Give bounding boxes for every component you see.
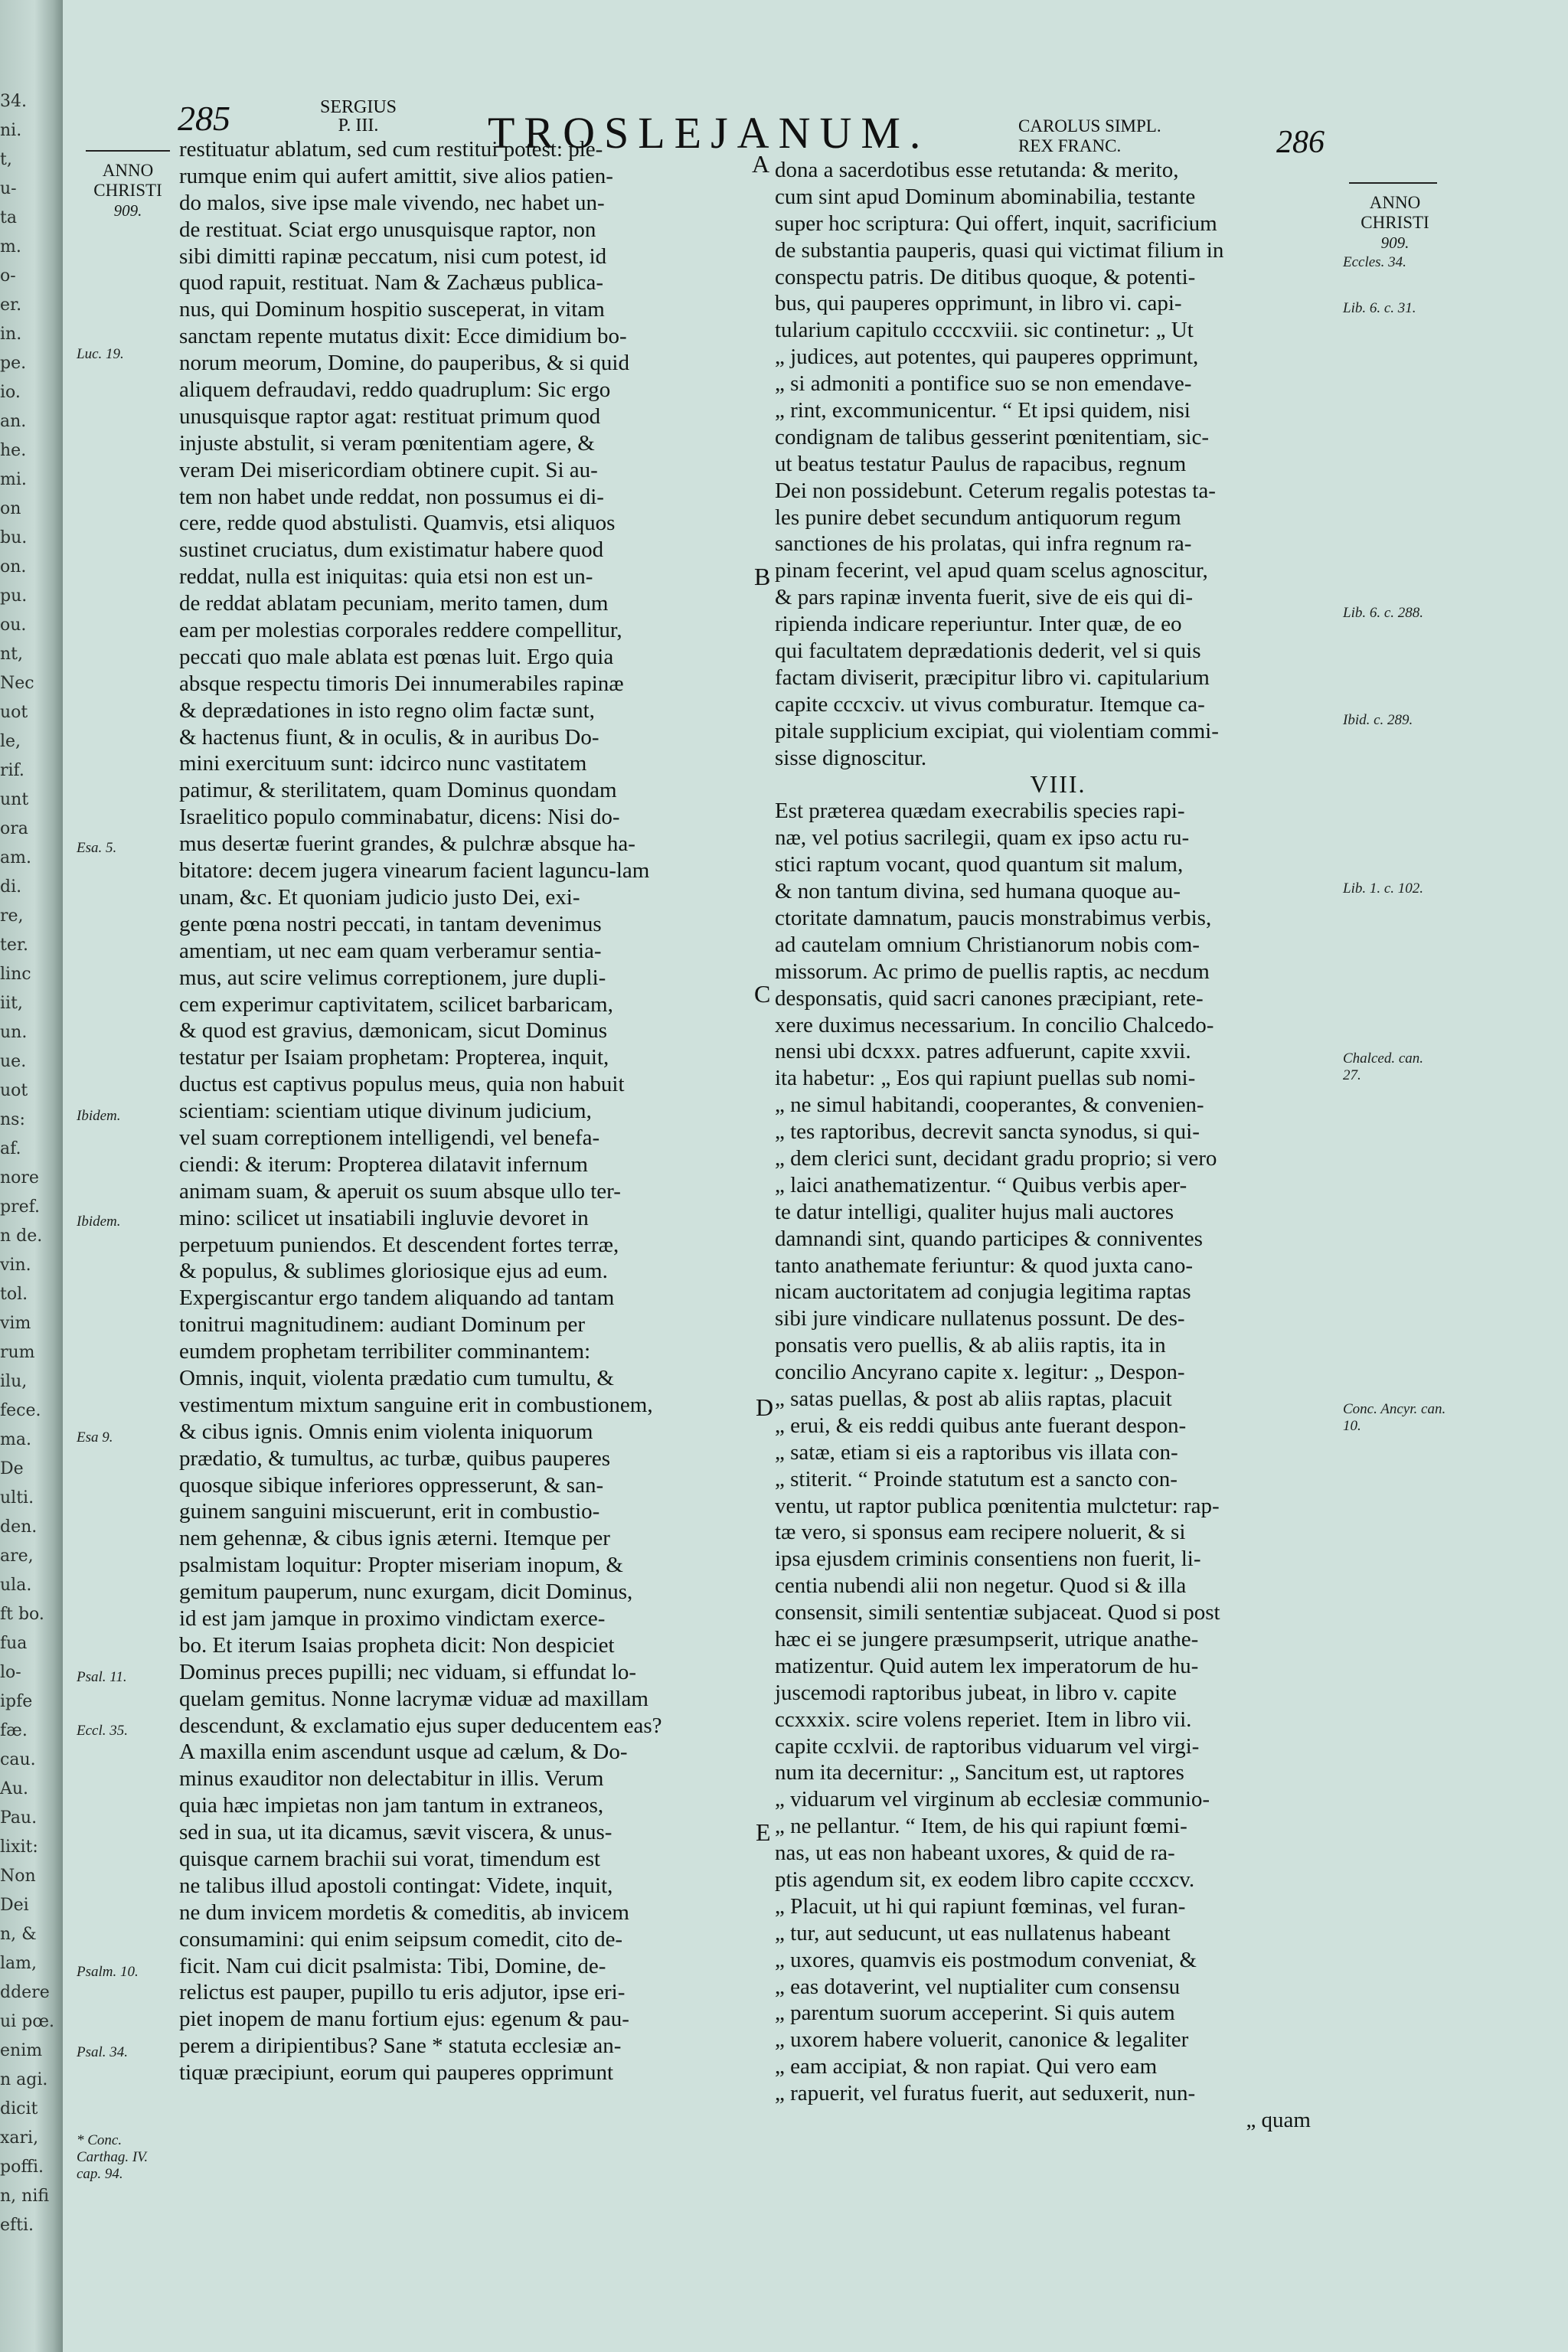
right-running-head-line2: REX FRANC. [1018, 136, 1122, 155]
right-margin-note: Ibid. c. 289. [1343, 712, 1413, 728]
right-header-rule [1349, 182, 1437, 184]
text-line: id est jam jamque in proximo vindictam exerce- [179, 1606, 606, 1631]
text-line: quelam gemitus. Nonne lacrymæ viduæ ad maxillam [179, 1686, 648, 1711]
anno-year: 909. [113, 201, 142, 220]
text-line: unusquisque raptor agat: restituat primum quod [179, 403, 601, 429]
text-line: cem experimur captivitatem, scilicet barbaricam, [179, 991, 613, 1017]
text-line: missorum. Ac primo de puellis raptis, ac necdum [775, 959, 1210, 984]
text-line: injuste abstulit, si veram pœnitentiam agere, & [179, 430, 595, 456]
text-line: ponsatis vero puellis, & ab aliis raptis, ita in [775, 1333, 1166, 1358]
text-line: & non tantum divina, sed humana quoque au- [775, 879, 1181, 904]
book-page [63, 0, 1568, 2352]
text-line: peccati quo male ablata est pœnas luit. Ergo quia [179, 644, 614, 669]
facing-page-fragment: on. [0, 557, 27, 577]
section-letter-b: B [754, 563, 771, 590]
left-margin-note: Psalm. 10. [77, 1964, 139, 1980]
text-line: gente pœna nostri peccati, in tantam devenimus [179, 911, 602, 936]
text-line: „ Placuit, ut hi qui rapiunt fœminas, vel furan- [775, 1893, 1186, 1919]
right-text-column [775, 157, 1341, 2134]
text-line: næ, vel potius sacrilegii, quam ex ipso actu ru- [775, 825, 1190, 851]
text-line: „ viduarum vel virginum ab ecclesiæ communio- [775, 1787, 1210, 1812]
facing-page-fragment: he. [0, 441, 27, 460]
text-line: centia nubendi alii non negetur. Quod si & illa [775, 1573, 1187, 1599]
left-running-head-line1: SERGIUS [320, 97, 397, 117]
text-line: nas, ut eas non habeant uxores, & quid de ra- [775, 1841, 1175, 1866]
facing-page-fragment: Pau. [0, 1808, 38, 1828]
text-line: „ rint, excommunicentur. “ Et ipsi quidem, nisi [775, 398, 1191, 423]
left-header-rule [86, 150, 170, 152]
text-line: & cibus ignis. Omnis enim violenta iniquorum [179, 1419, 593, 1444]
section-letter-c: C [754, 980, 771, 1008]
facing-page-fragment: n agi. [0, 2070, 48, 2089]
text-line: de restituat. Sciat ergo unusquisque raptor, non [179, 217, 596, 242]
facing-page-fragment: Nec [0, 674, 34, 693]
text-line: „ rapuerit, vel furatus fuerit, aut seduxerit, nun- [775, 2081, 1196, 2106]
text-line: piet inopem de manu fortium ejus: egenum & pau- [179, 2007, 629, 2032]
facing-page-fragment: ora [0, 819, 28, 838]
facing-page-fragment: dicit [0, 2099, 38, 2118]
text-line: „ parentum suorum acceperint. Si quis autem [775, 2001, 1175, 2026]
facing-page-fragment: af. [0, 1139, 21, 1158]
facing-page-fragment: n, & [0, 1925, 37, 1944]
facing-page-fragment: nt, [0, 645, 24, 664]
text-line: A maxilla enim ascendunt usque ad cælum, & Do- [179, 1740, 628, 1765]
facing-page-fragment: poffi. [0, 2158, 44, 2177]
text-line: nem gehennæ, & cibus ignis æterni. Itemque per [179, 1526, 610, 1551]
text-line: ccxxxix. scire volens reperiet. Item in libro vii. [775, 1707, 1192, 1732]
facing-page-fragment: efti. [0, 2216, 34, 2235]
text-line: sisse dignoscitur. [775, 745, 927, 770]
text-line: Expergiscantur ergo tandem aliquando ad tantam [179, 1285, 615, 1311]
text-line: bus, qui pauperes opprimunt, in libro vi. capi- [775, 291, 1182, 316]
text-line: Est præterea quædam execrabilis species rapi- [775, 799, 1185, 824]
text-line: psalmistam loquitur: Propter miseriam inopum, & [179, 1553, 623, 1578]
facing-page-fragment: De [0, 1459, 24, 1478]
facing-page-fragment: ui pœ. [0, 2012, 55, 2031]
left-running-head-line2: P. III. [338, 116, 379, 136]
section-letter-a: A [752, 150, 770, 178]
facing-page-fragment: 34. [0, 92, 27, 111]
section-letter-e: E [756, 1818, 771, 1846]
text-line: les punire debet secundum antiquorum regum [775, 505, 1181, 530]
text-line: vel suam correptionem intelligendi, vel benefa- [179, 1125, 600, 1150]
facing-page-fragment: vin. [0, 1256, 31, 1275]
facing-page-fragment: vim [0, 1314, 31, 1333]
text-line: rumque enim qui aufert amittit, sive alios patien- [179, 163, 613, 188]
right-margin-note: Lib. 6. c. 31. [1343, 300, 1416, 316]
text-line: tem non habet unde reddat, non possumus ei di- [179, 484, 604, 509]
text-line: bo. Et iterum Isaias propheta dicit: Non despiciet [179, 1632, 615, 1658]
christi-label: CHRISTI [93, 181, 162, 200]
facing-page-fragment: rif. [0, 761, 24, 780]
text-line: qui facultatem deprædationis dederit, vel si quis [775, 639, 1201, 664]
text-line: desponsatis, quid sacri canones præcipiant, rete- [775, 985, 1204, 1011]
text-line: sanctam repente mutatus dixit: Ecce dimidium bo- [179, 324, 627, 349]
text-line: tonitrui magnitudinem: audiant Dominum per [179, 1312, 585, 1338]
facing-page-fragment: cau. [0, 1750, 36, 1769]
facing-page-fragment: fece. [0, 1401, 41, 1420]
text-line: sibi dimitti rapinæ peccatum, nisi cum potest, id [179, 243, 607, 269]
facing-page-fragment: unt [0, 790, 29, 809]
text-line: nus, qui Dominum hospitio susceperat, in vitam [179, 297, 605, 322]
christi-label: CHRISTI [1361, 213, 1429, 232]
facing-page-fragment: ft bo. [0, 1605, 44, 1624]
right-margin-note: Eccles. 34. [1343, 254, 1406, 270]
facing-page-fragment: Au. [0, 1779, 29, 1798]
text-line: „ uxores, quamvis eis postmodum conveniat, & [775, 1947, 1197, 1972]
text-line: tæ vero, si sponsus eam recipere noluerit, & si [775, 1520, 1186, 1545]
text-line: xere duximus necessarium. In concilio Chalcedo- [775, 1012, 1214, 1037]
text-line: & hactenus fiunt, & in oculis, & in auribus Do- [179, 724, 599, 750]
text-line: de substantia pauperis, quasi qui victimat filium in [775, 237, 1224, 263]
text-line: „ quam [1246, 2108, 1311, 2133]
page-title: TROSLEJANUM. [488, 108, 930, 158]
right-margin-note: Conc. Ancyr. can. 10. [1343, 1401, 1446, 1434]
text-line: „ laici anathematizentur. “ Quibus verbis aper- [775, 1172, 1187, 1197]
facing-page-fragment: an. [0, 412, 27, 431]
facing-page-fragment: uot [0, 703, 28, 722]
text-line: „ eas dotaverint, vel nuptialiter cum consensu [775, 1974, 1181, 1999]
facing-page-fragment: Non [0, 1867, 36, 1886]
text-line: tularium capitulo ccccxviii. sic continetur: „ Ut [775, 318, 1194, 343]
section-letter-d: D [756, 1393, 774, 1421]
text-line: ptis agendum sit, ex eodem libro capite cccxcv. [775, 1867, 1195, 1892]
text-line: relictus est pauper, pupillo tu eris adjutor, ipse eri- [179, 1980, 626, 2005]
text-line: prædatio, & tumultus, ac turbæ, quibus pauperes [179, 1446, 611, 1471]
left-margin-note: Esa. 5. [77, 840, 117, 856]
left-margin-note: Psal. 34. [77, 2044, 129, 2060]
left-margin-note: Esa 9. [77, 1429, 113, 1446]
text-line: absque respectu timoris Dei innumerabiles rapinæ [179, 671, 624, 696]
text-line: capite ccxlvii. de raptoribus viduarum vel virgi- [775, 1733, 1200, 1759]
text-line: animam suam, & aperuit os suum absque ullo ter- [179, 1178, 621, 1204]
facing-page-fragment: linc [0, 965, 31, 984]
text-line: super hoc scriptura: Qui offert, inquit, sacrificium [775, 211, 1217, 236]
text-line: ciendi: & iterum: Propterea dilatavit infernum [179, 1152, 588, 1177]
left-margin-note: Ibidem. [77, 1214, 121, 1230]
facing-page-fragment: ilu, [0, 1372, 28, 1391]
facing-page-fragment: ter. [0, 936, 28, 955]
text-line: mus desertæ fuerint grandes, & pulchræ absque ha- [179, 831, 635, 857]
facing-page-fragment: ipfe [0, 1692, 33, 1711]
facing-page-fragment: pref. [0, 1197, 40, 1217]
text-line: sanctiones de his prolatas, qui infra regnum ra- [775, 531, 1192, 557]
text-line: conspectu patris. De ditibus quoque, & potenti- [775, 264, 1196, 289]
facing-page-fragment: ula. [0, 1576, 32, 1595]
text-line: reddat, nulla est iniquitas: quia etsi non est un- [179, 564, 593, 590]
facing-page-fragment: den. [0, 1517, 38, 1537]
text-line: dona a sacerdotibus esse retutanda: & merito, [775, 158, 1179, 182]
facing-page-fragment: ma. [0, 1430, 31, 1449]
text-line: quia hæc impietas non jam tantum in extraneos, [179, 1793, 604, 1818]
left-margin-note: Ibidem. [77, 1108, 121, 1124]
text-line: tanto anathemate feriuntur: & quod juxta cano- [775, 1253, 1193, 1278]
text-line: stici raptum vocant, quod quantum sit malum, [775, 852, 1184, 877]
facing-page-fragment: lo- [0, 1663, 21, 1682]
text-line: eam per molestias corporales reddere compellitur, [179, 618, 622, 643]
text-line: restituatur ablatum, sed cum restitui potest: ple- [179, 137, 603, 162]
text-line: „ ne simul habitandi, cooperantes, & convenien- [775, 1093, 1204, 1118]
text-line: sed in sua, ut ita dicamus, sævit viscera, & unus- [179, 1820, 612, 1845]
facing-page-fragment: ue. [0, 1052, 27, 1071]
text-line: „ eam accipiat, & non rapiat. Qui vero eam [775, 2054, 1158, 2079]
text-line: ne dum invicem mordetis & comeditis, ab invicem [179, 1900, 629, 1925]
text-line: „ tur, aut seducunt, ut eas nullatenus habeant [775, 1920, 1171, 1945]
facing-page-fragment: uot [0, 1081, 28, 1100]
text-line: VIII. [1030, 770, 1086, 799]
facing-page-fragment: ta [0, 208, 17, 227]
text-line: Omnis, inquit, violenta prædatio cum tumultu, & [179, 1365, 614, 1390]
text-line: consensit, simili sententiæ subjaceat. Quod si post [775, 1600, 1220, 1625]
facing-page-fragment: lam, [0, 1954, 38, 1973]
facing-page-fragment: ulti. [0, 1488, 34, 1508]
text-line: mus, aut scire velimus correptionem, jure dupli- [179, 965, 606, 990]
text-line: „ stiterit. “ Proinde statutum est a sancto con- [775, 1466, 1178, 1491]
text-line: bitatore: decem jugera vinearum facient laguncu-lam [179, 858, 650, 884]
text-line: sibi jure vindicare nullatenus possunt. De des- [775, 1306, 1185, 1331]
facing-page-fragment: pu. [0, 586, 28, 606]
anno-year: 909. [1380, 234, 1410, 252]
text-line: capite cccxciv. ut vivus comburatur. Itemque ca- [775, 691, 1205, 717]
text-line: quisque carnem brachii sui vorat, timendum est [179, 1847, 601, 1871]
text-line: ita habetur: „ Eos qui rapiunt puellas sub nomi- [775, 1066, 1196, 1091]
text-line: mino: scilicet ut insatiabili ingluvie devoret in [179, 1205, 589, 1230]
facing-page-fragment: xari, [0, 2128, 39, 2148]
text-line: eumdem prophetam terribiliter comminantem: [179, 1339, 591, 1364]
text-line: cum sint apud Dominum abominabilia, testante [775, 184, 1196, 209]
facing-page-fragment: n de. [0, 1227, 43, 1246]
facing-page-fragment: rum [0, 1343, 35, 1362]
facing-page-fragment: t, [0, 150, 12, 169]
facing-page-fragment: ns: [0, 1110, 25, 1129]
text-line: nicam auctoritatem ad conjugia legitima raptas [775, 1279, 1191, 1305]
facing-page-fragment: are, [0, 1547, 34, 1566]
text-line: damnandi sint, quando participes & conniventes [775, 1226, 1203, 1251]
text-line: Dominus preces pupilli; nec viduam, si effundat lo- [179, 1659, 637, 1684]
left-margin-note: Luc. 19. [77, 346, 124, 362]
facing-page-fragment: re, [0, 906, 24, 926]
text-line: concilio Ancyrano capite x. legitur: „ Despon- [775, 1360, 1185, 1385]
facing-page-fragment: ddere [0, 1983, 50, 2002]
facing-page-fragment: in. [0, 325, 22, 344]
text-line: ductus est captivus populus meus, quia non habuit [179, 1072, 625, 1097]
text-line: de reddat ablatam pecuniam, merito tamen, dum [179, 591, 609, 616]
facing-page-fragment: le, [0, 732, 21, 751]
text-line: guinem sanguini miscuerunt, erit in combustio- [179, 1499, 600, 1524]
text-line: Dei non possidebunt. Ceterum regalis potestas ta- [775, 478, 1216, 503]
left-running-head [320, 98, 397, 135]
text-line: „ uxorem habere voluerit, canonice & legaliter [775, 2027, 1189, 2053]
text-line: & deprædationes in isto regno olim factæ sunt, [179, 697, 595, 723]
text-line: perpetuum puniendos. Et descendent fortes terræ, [179, 1232, 619, 1257]
facing-page-fragment: bu. [0, 528, 28, 547]
text-line: „ dem clerici sunt, decidant gradu proprio; si vero [775, 1145, 1217, 1171]
text-line: ctoritate damnatum, paucis monstrabimus verbis, [775, 905, 1212, 930]
text-line: ut beatus testatur Paulus de rapacibus, regnum [775, 451, 1187, 476]
text-line: descendunt, & exclamatio ejus super deducentem eas? [179, 1713, 662, 1738]
facing-page-fragment: m. [0, 237, 21, 256]
left-margin-note: * Conc. Carthag. IV. cap. 94. [77, 2132, 149, 2182]
text-line: „ satas puellas, & post ab aliis raptas, placuit [775, 1386, 1172, 1411]
text-line: consumamini: qui enim seipsum comedit, cito de- [179, 1926, 623, 1952]
text-line: & quod est gravius, dæmonicam, sicut Dominus [179, 1018, 608, 1044]
left-margin-note: Eccl. 35. [77, 1723, 129, 1739]
facing-page-fragment: enim [0, 2041, 43, 2060]
facing-page-fragment: Dei [0, 1896, 29, 1915]
facing-page-fragment: di. [0, 877, 22, 897]
facing-page-fragment: n, nifi [0, 2187, 50, 2206]
left-text-column [179, 136, 822, 2086]
text-line: factam diviserit, præcipitur libro vi. capitularium [775, 665, 1210, 690]
text-line: minus exauditor non delectabitur in illis. Verum [179, 1766, 604, 1792]
text-line: cere, redde quod abstulisti. Quamvis, etsi aliquos [179, 511, 616, 536]
text-line: Israelitico populo comminabatur, dicens: Nisi do- [179, 805, 620, 830]
text-line: nensi ubi dcxxx. patres adfuerunt, capite xxvii. [775, 1039, 1191, 1064]
facing-page-fragment: iit, [0, 994, 23, 1013]
right-running-head [1018, 116, 1161, 156]
text-line: veram Dei misericordiam obtinere cupit. Si au- [179, 457, 598, 482]
right-running-head-line1: CAROLUS SIMPL. [1018, 116, 1161, 136]
text-line: condignam de talibus gesserint pœnitentiam, sic- [775, 424, 1209, 449]
text-line: „ satæ, etiam si eis a raptoribus vis illata con- [775, 1439, 1178, 1465]
text-line: „ erui, & eis reddi quibus ante fuerant despon- [775, 1413, 1187, 1438]
facing-page-fragment: tol. [0, 1285, 28, 1304]
text-line: pitale supplicium excipiat, qui violentiam commi- [775, 718, 1219, 743]
facing-page-fragment: nore [0, 1168, 39, 1187]
facing-page-fragment: mi. [0, 470, 27, 489]
text-line: testatur per Isaiam prophetam: Propterea, inquit, [179, 1045, 609, 1070]
text-line: ventu, ut raptor publica pœnitentia mulctetur: rap- [775, 1493, 1220, 1518]
text-line: te datur intelligi, qualiter hujus mali auctores [775, 1199, 1174, 1224]
text-line: do malos, sive ipse male vivendo, nec habet un- [179, 190, 605, 215]
facing-page-fragment: fæ. [0, 1721, 28, 1740]
text-line: matizentur. Quid autem lex imperatorum de hu- [775, 1653, 1199, 1678]
text-line: & pars rapinæ inventa fuerit, sive de eis qui di- [775, 585, 1194, 610]
text-line: pinam fecerint, vel apud quam scelus agnoscitur, [775, 558, 1208, 583]
text-line: gemitum pauperum, nunc exurgam, dicit Dominus, [179, 1579, 633, 1605]
right-margin-note: Lib. 1. c. 102. [1343, 880, 1424, 897]
text-line: ad cautelam omnium Christianorum nobis com- [775, 932, 1200, 957]
facing-page-fragment: am. [0, 848, 31, 867]
text-line: ipsa ejusdem criminis consentiens non fuerit, li- [775, 1547, 1201, 1572]
facing-page-fragment: o- [0, 266, 16, 286]
text-line: ne talibus illud apostoli contingat: Videte, inquit, [179, 1873, 613, 1898]
left-page-number: 285 [178, 99, 230, 138]
text-line: scientiam: scientiam utique divinum judicium, [179, 1099, 592, 1124]
facing-page-fragment: pe. [0, 354, 27, 373]
text-line: num ita decernitur: „ Sancitum est, ut raptores [775, 1760, 1184, 1785]
text-line: aliquem defraudavi, reddo quadruplum: Sic ergo [179, 377, 611, 403]
text-line: „ tes raptoribus, decrevit sancta synodus, si qui- [775, 1119, 1200, 1145]
text-line: amentiam, ut nec eam quam verberamur sentia- [179, 938, 602, 963]
left-anno-christi [78, 161, 178, 220]
text-line: sustinet cruciatus, dum existimatur habere quod [179, 537, 604, 563]
anno-label: ANNO [1369, 193, 1421, 212]
facing-page-fragment: on [0, 499, 21, 518]
text-line: ripienda indicare reperiuntur. Inter quæ, de eo [775, 612, 1182, 637]
facing-page-fragment: ou. [0, 616, 27, 635]
facing-page-fragment: un. [0, 1023, 28, 1042]
facing-page-fragment: ni. [0, 121, 22, 140]
text-line: quod rapuit, restituat. Nam & Zachæus publica- [179, 270, 604, 296]
text-line: mini exercituum sunt: idcirco nunc vastitatem [179, 751, 587, 776]
text-line: & populus, & sublimes gloriosique ejus ad eum. [179, 1259, 608, 1284]
book-binding-gutter [0, 0, 63, 2352]
text-line: ficit. Nam cui dicit psalmista: Tibi, Domine, de- [179, 1953, 606, 1978]
facing-page-fragment: u- [0, 179, 17, 198]
right-page-number: 286 [1276, 125, 1325, 160]
text-line: tiquæ præcipiunt, eorum qui pauperes opprimunt [179, 2060, 614, 2086]
text-line: juscemodi raptoribus jubeat, in libro v. capite [775, 1680, 1177, 1705]
facing-page-fragment: fua [0, 1634, 28, 1653]
text-line: perem a diripientibus? Sane * statuta ecclesiæ an- [179, 2034, 622, 2059]
right-margin-note: Chalced. can. 27. [1343, 1050, 1424, 1083]
text-line: unam, &c. Et quoniam judicio justo Dei, exi- [179, 884, 580, 910]
text-line: quosque sibique inferiores oppresserunt, & san- [179, 1472, 604, 1498]
text-line: „ judices, aut potentes, qui pauperes opprimunt, [775, 345, 1199, 370]
anno-label: ANNO [102, 161, 154, 180]
text-line: hæc ei se jungere præsumpserit, utrique anathe- [775, 1626, 1199, 1651]
left-margin-note: Psal. 11. [77, 1669, 127, 1685]
text-line: patimur, & sterilitatem, quam Dominus quondam [179, 778, 617, 803]
right-anno-christi [1341, 193, 1449, 253]
text-line: vestimentum mixtum sanguine erit in combustionem, [179, 1392, 653, 1417]
facing-page-fragment: lixit: [0, 1838, 38, 1857]
facing-page-fragment: io. [0, 383, 21, 402]
right-margin-note: Lib. 6. c. 288. [1343, 605, 1424, 621]
text-line: norum meorum, Domine, do pauperibus, & si quid [179, 351, 629, 376]
text-line: „ si admoniti a pontifice suo se non emendave- [775, 371, 1192, 397]
facing-page-fragment: er. [0, 296, 22, 315]
text-line: „ ne pellantur. “ Item, de his qui rapiunt fœmi- [775, 1814, 1187, 1839]
